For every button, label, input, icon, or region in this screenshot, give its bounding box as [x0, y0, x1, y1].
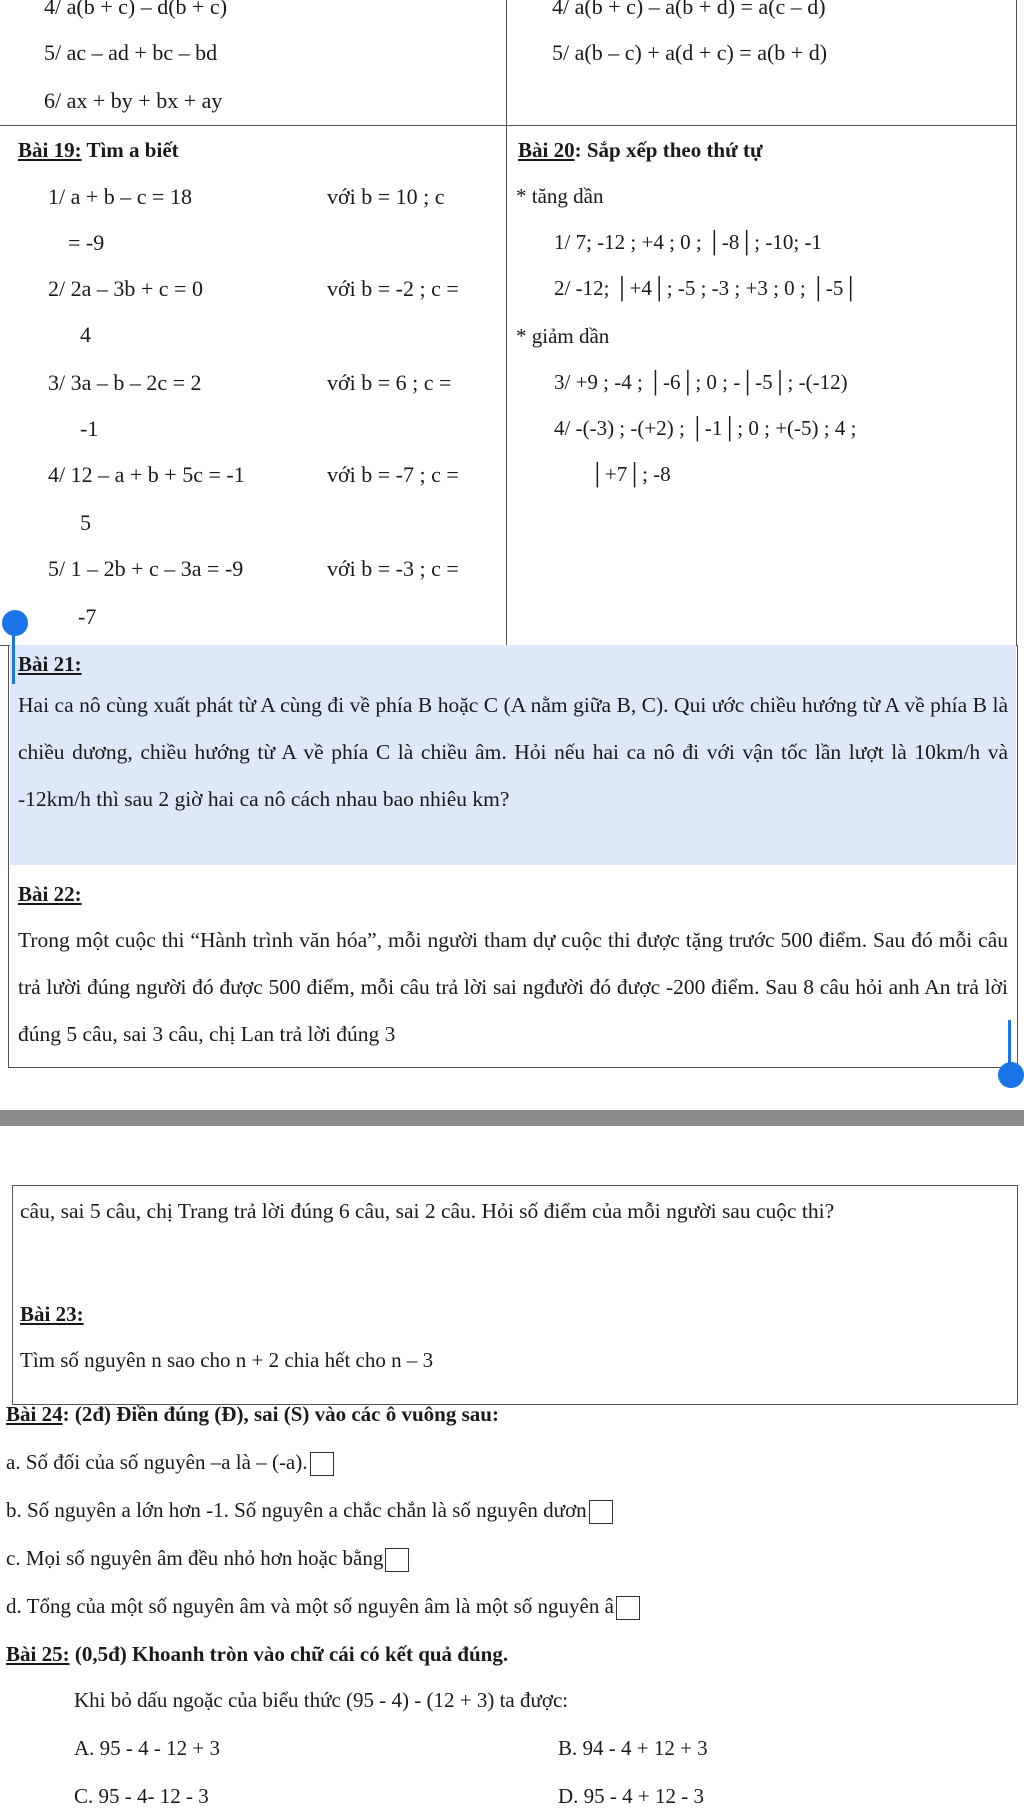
- bai25-option-c[interactable]: C. 95 - 4- 12 - 3: [74, 1784, 209, 1808]
- right-expr-5: 5/ a(b – c) + a(d + c) = a(b + d): [552, 40, 828, 65]
- right-expr-4: 4/ a(b + c) – a(b + d) = a(c – d): [552, 0, 826, 19]
- bai20-line-4: 4/ -(-3) ; -(+2) ; │-1│; 0 ; +(-5) ; 4 ;: [554, 416, 857, 440]
- answer-box-b[interactable]: [589, 1500, 613, 1524]
- bai19-eq-4: 4/ 12 – a + b + 5c = -1: [48, 462, 245, 487]
- bai19-cont-4: 5: [80, 510, 91, 535]
- bai20-line-4-cont: │+7│; -8: [590, 462, 671, 486]
- bai24-item-a: a. Số đối của số nguyên –a là – (-a).: [6, 1450, 334, 1476]
- bai19-cond-1: với b = 10 ; c: [327, 184, 445, 209]
- bai20-line-increasing: * tăng dần: [516, 184, 604, 208]
- bai19-cond-5: với b = -3 ; c =: [327, 556, 459, 581]
- bai19-eq-2: 2/ 2a – 3b + c = 0: [48, 276, 203, 301]
- answer-box-d[interactable]: [616, 1596, 640, 1620]
- bai25-option-a[interactable]: A. 95 - 4 - 12 + 3: [74, 1736, 220, 1760]
- bai19-eq-5: 5/ 1 – 2b + c – 3a = -9: [48, 556, 244, 581]
- bai20-line-2: 2/ -12; │+4│; -5 ; -3 ; +3 ; 0 ; │-5│: [554, 276, 859, 300]
- table-column-divider: [506, 0, 507, 645]
- bai21-text: Hai ca nô cùng xuất phát từ A cùng đi về phía B hoặc C (A nằm giữa B, C). Qui ước chiều hướng từ A về phía B là chiều dương, chiều hướng từ A về phía C là chiều âm. Hỏi nếu hai ca nô đi với vận tốc lần lượt là 10km/h và -12km/h thì sau 2 giờ hai ca nô cách nhau bao nhiêu km?: [18, 693, 1008, 811]
- left-expr-4: 4/ a(b + c) – d(b + c): [44, 0, 228, 19]
- bai20-line-1: 1/ 7; -12 ; +4 ; 0 ; │-8│; -10; -1: [554, 230, 822, 254]
- left-expr-6: 6/ ax + by + bx + ay: [44, 88, 223, 113]
- bai19-cont-2: 4: [80, 322, 91, 347]
- selection-start-handle[interactable]: [2, 610, 28, 636]
- bai25-heading: Bài 25: (0,5đ) Khoanh tròn vào chữ cái có kết quả đúng.: [6, 1642, 509, 1666]
- bai19-cond-2: với b = -2 ; c =: [327, 276, 459, 301]
- page-separator: [0, 1110, 1024, 1126]
- table-row-divider: [0, 125, 1016, 126]
- bai21-heading: Bài 21:: [18, 652, 82, 676]
- bai22-text-part2: câu, sai 5 câu, chị Trang trả lời đúng 6 câu, sai 2 câu. Hỏi số điểm của mỗi người sau cuộc thi?: [20, 1199, 835, 1223]
- bai23-text: Tìm số nguyên n sao cho n + 2 chia hết cho n – 3: [20, 1348, 434, 1372]
- answer-box-c[interactable]: [385, 1548, 409, 1572]
- selection-end-caret: [1008, 1020, 1011, 1070]
- bai25-option-b[interactable]: B. 94 - 4 + 12 + 3: [558, 1736, 708, 1760]
- bai25-option-d[interactable]: D. 95 - 4 + 12 - 3: [558, 1784, 704, 1808]
- bai20-line-3: 3/ +9 ; -4 ; │-6│; 0 ; -│-5│; -(-12): [554, 370, 848, 394]
- bai22-text-part1: Trong một cuộc thi “Hành trình văn hóa”, mỗi người tham dự cuộc thi được tặng trước 500 điểm. Sau đó mỗi câu trả lười đúng người đó được 500 điểm, mỗi câu trả lời sai ngđười đó được -200 điểm. Sau 8 câu hỏi anh An trả lời đúng 5 câu, sai 3 câu, chị Lan trả lời đúng 3: [18, 928, 1008, 1046]
- selection-start-caret: [12, 626, 15, 684]
- answer-box-a[interactable]: [310, 1452, 334, 1476]
- selection-end-handle[interactable]: [998, 1062, 1024, 1088]
- bai24-item-c: c. Mọi số nguyên âm đều nhỏ hơn hoặc bằng: [6, 1546, 409, 1572]
- bai25-question: Khi bỏ dấu ngoặc của biểu thức (95 - 4) - (12 + 3) ta được:: [74, 1688, 569, 1712]
- bai24-item-d: d. Tổng của một số nguyên âm và một số nguyên âm là một số nguyên â: [6, 1594, 640, 1620]
- bai19-cond-4: với b = -7 ; c =: [327, 462, 459, 487]
- bai19-cont-1: = -9: [68, 230, 105, 255]
- bai23-heading: Bài 23:: [20, 1302, 84, 1326]
- bai19-eq-3: 3/ 3a – b – 2c = 2: [48, 370, 202, 395]
- bai19-cont-3: -1: [80, 416, 99, 441]
- bai24-item-b: b. Số nguyên a lớn hơn -1. Số nguyên a chắc chắn là số nguyên dươn: [6, 1498, 613, 1524]
- bai19-heading: Bài 19: Tìm a biết: [18, 138, 179, 162]
- bai20-heading: Bài 20: Sắp xếp theo thứ tự: [518, 138, 763, 162]
- bai19-cond-3: với b = 6 ; c =: [327, 370, 452, 395]
- bai24-heading: Bài 24: (2đ) Điền đúng (Đ), sai (S) vào các ô vuông sau:: [6, 1402, 499, 1426]
- left-expr-5: 5/ ac – ad + bc – bd: [44, 40, 218, 65]
- bai19-eq-1: 1/ a + b – c = 18: [48, 184, 192, 209]
- bai22-heading: Bài 22:: [18, 882, 82, 906]
- bai20-line-decreasing: * giảm dần: [516, 324, 610, 348]
- bai19-cont-5: -7: [78, 604, 97, 629]
